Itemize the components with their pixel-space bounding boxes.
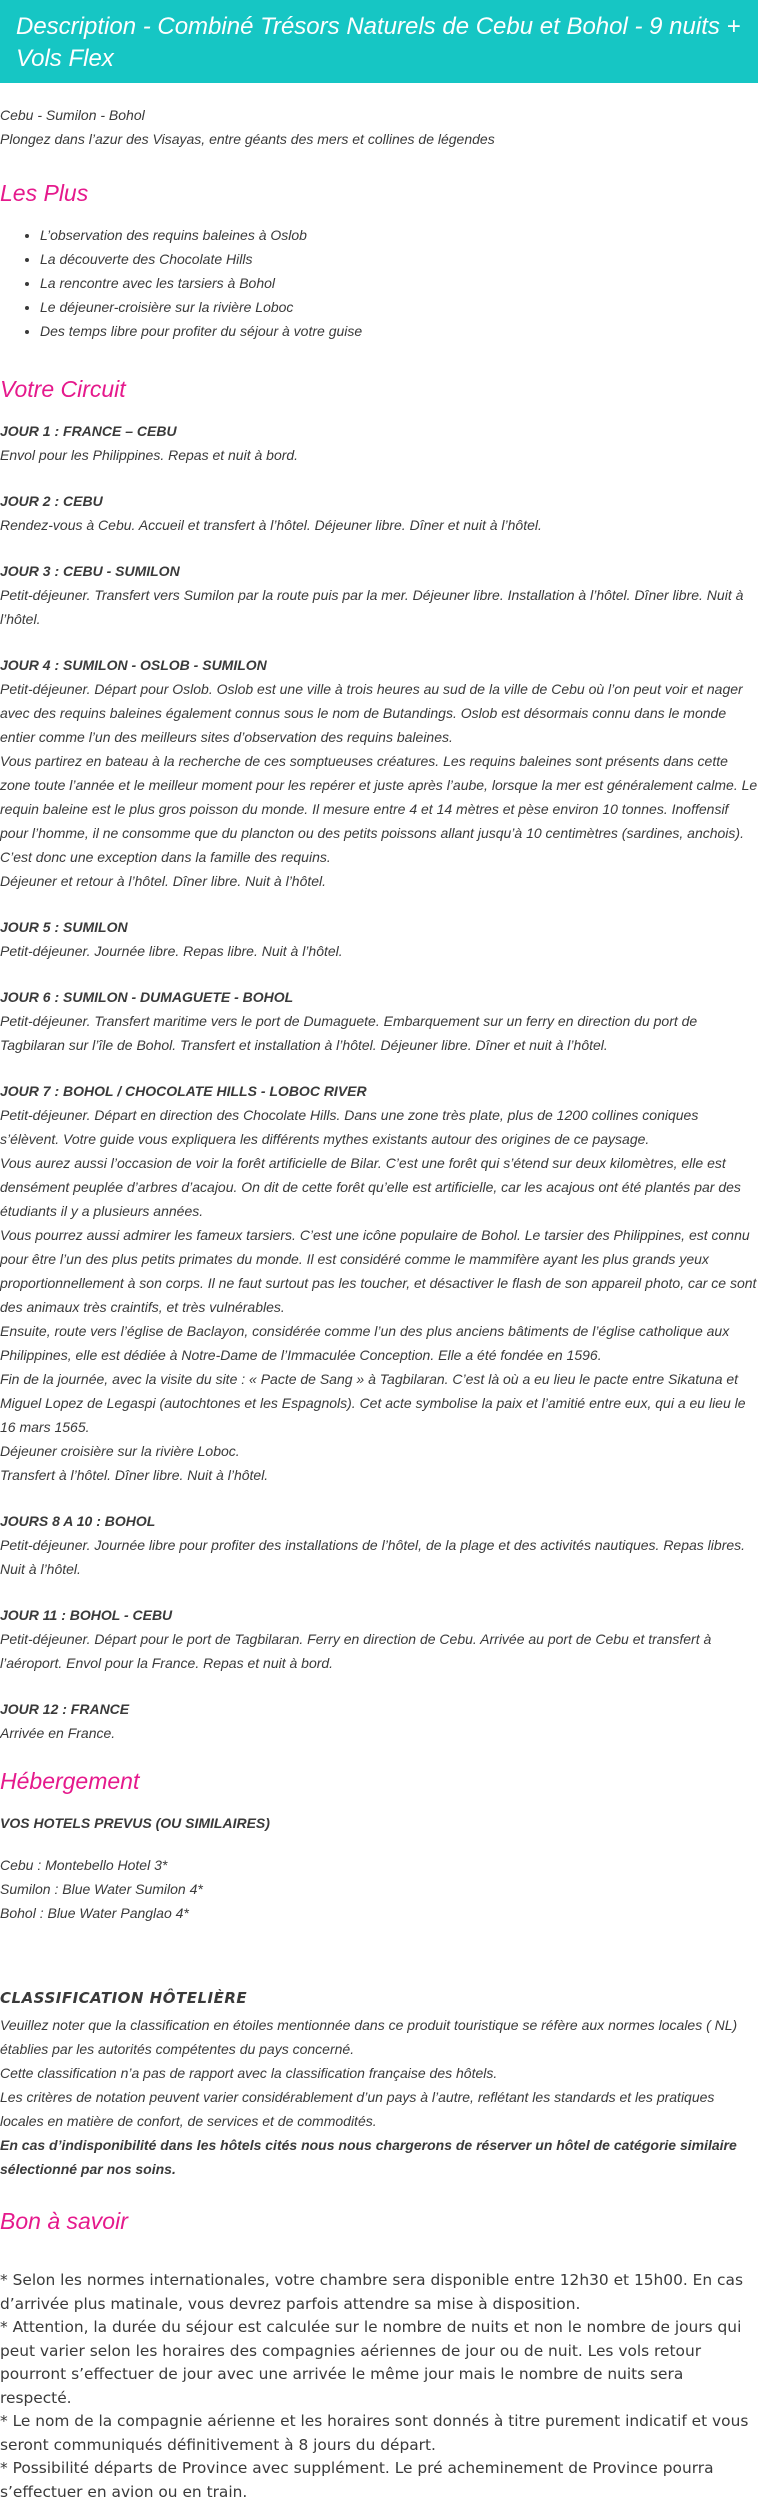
day-paragraph: Déjeuner et retour à l’hôtel. Dîner libre. Nuit à l’hôtel. bbox=[0, 873, 327, 889]
hotel-item: Cebu : Montebello Hotel 3* bbox=[0, 1857, 168, 1873]
list-item: • Des temps libre pour profiter du séjour à votre guise bbox=[40, 319, 758, 343]
classification-text bbox=[0, 2013, 758, 2181]
day-block bbox=[0, 1509, 758, 1581]
notice-item: * Attention, la durée du séjour est calculée sur le nombre de nuits et non le nombre de jours qui peut varier selon les horaires des compagnies aériennes de jour ou de nuit. Les vols retour pourront s’effectuer de jour avec une arrivée le même jour mais le nombre de nuits sera respecté. bbox=[0, 2318, 742, 2407]
day-text bbox=[0, 677, 758, 893]
hotel-item: Sumilon : Blue Water Sumilon 4* bbox=[0, 1881, 203, 1897]
day-paragraph: Vous aurez aussi l’occasion de voir la forêt artificielle de Bilar. C’est une forêt qui s’étend sur deux kilomètres, elle est densément peuplée d’arbres d’acajou. On dit de cette forêt qu’elle est artificielle, car les acajous ont été plantés par des étudiants il y a plusieurs années. bbox=[0, 1155, 741, 1219]
day-title: JOURS 8 A 10 : BOHOL bbox=[0, 1513, 156, 1529]
notice-item: * Le nom de la compagnie aérienne et les horaires sont donnés à titre purement indicatif et vous seront communiqués définitivement à 8 jours du départ. bbox=[0, 2412, 749, 2454]
day-paragraph: Envol pour les Philippines. Repas et nuit à bord. bbox=[0, 447, 299, 463]
section-title-hebergement: Hébergement bbox=[0, 1768, 140, 1794]
hotel-list bbox=[0, 1853, 758, 1925]
section-title-bon-a-savoir: Bon à savoir bbox=[0, 2208, 128, 2234]
day-title: JOUR 6 : SUMILON - DUMAGUETE - BOHOL bbox=[0, 989, 294, 1005]
classification-paragraph: Les critères de notation peuvent varier considérablement d’un pays à l’autre, reflétant les standards et les pratiques locales en matière de confort, de services et de commodités. bbox=[0, 2089, 715, 2129]
classification-title: CLASSIFICATION HÔTELIÈRE bbox=[0, 1989, 248, 2007]
classification-paragraph: Veuillez noter que la classification en étoiles mentionnée dans ce produit touristique se réfère aux normes locales ( NL) établies par les autorités compétentes du pays concerné. bbox=[0, 2017, 738, 2057]
day-block bbox=[0, 419, 758, 467]
day-text bbox=[0, 1721, 758, 1745]
day-block bbox=[0, 653, 758, 893]
bon-a-savoir-list bbox=[0, 2269, 758, 2504]
day-block bbox=[0, 1697, 758, 1745]
intro-route: Cebu - Sumilon - Bohol bbox=[0, 107, 145, 123]
list-item: • La découverte des Chocolate Hills bbox=[40, 247, 758, 271]
day-title: JOUR 3 : CEBU - SUMILON bbox=[0, 563, 180, 579]
day-block bbox=[0, 559, 758, 631]
day-title: JOUR 5 : SUMILON bbox=[0, 919, 128, 935]
day-title: JOUR 4 : SUMILON - OSLOB - SUMILON bbox=[0, 657, 267, 673]
day-paragraph: Petit-déjeuner. Départ en direction des Chocolate Hills. Dans une zone très plate, plus de 1200 collines coniques s’élèvent. Votre guide vous expliquera les différents mythes existants autour des origines de ce paysage. bbox=[0, 1107, 699, 1147]
page-title: Description - Combiné Trésors Naturels de Cebu et Bohol - 9 nuits + Vols Flex bbox=[0, 0, 758, 83]
day-block bbox=[0, 915, 758, 963]
day-block bbox=[0, 489, 758, 537]
day-paragraph: Transfert à l’hôtel. Dîner libre. Nuit à l’hôtel. bbox=[0, 1467, 269, 1483]
day-paragraph: Petit-déjeuner. Départ pour Oslob. Oslob est une ville à trois heures au sud de la ville de Cebu où l’on peut voir et nager avec des requins baleines également connus sous le nom de Butandings. Oslob est désormais connu dans le monde entier comme l’un des meilleurs sites d’observation des requins baleines. bbox=[0, 681, 743, 745]
classification-note: En cas d’indisponibilité dans les hôtels cités nous nous chargerons de réserver un hôtel de catégorie similaire sélectionné par nos soins. bbox=[0, 2137, 737, 2177]
notice-item: * Selon les normes internationales, votre chambre sera disponible entre 12h30 et 15h00. En cas d’arrivée plus matinale, vous devrez parfois attendre sa mise à disposition. bbox=[0, 2271, 743, 2313]
intro-tagline: Plongez dans l’azur des Visayas, entre géants des mers et collines de légendes bbox=[0, 131, 495, 147]
notice-item: * Possibilité départs de Province avec supplément. Le pré acheminement de Province pourra s’effectuer en avion ou en train. bbox=[0, 2459, 714, 2501]
day-paragraph: Vous partirez en bateau à la recherche de ces somptueuses créatures. Les requins baleines sont présents dans cette zone toute l’année et le meilleur moment pour les repérer et juste après l’aube, lorsque la mer est généralement calme. Le requin baleine est le plus gros poisson du monde. Il mesure entre 4 et 14 mètres et pèse environ 10 tonnes. Inoffensif pour l’homme, il ne consomme que du plancton ou des petits poissons allant jusqu’à 10 centimètres (sardines, anchois). C’est donc une exception dans la famille des requins. bbox=[0, 753, 758, 865]
day-paragraph: Petit-déjeuner. Départ pour le port de Tagbilaran. Ferry en direction de Cebu. Arrivée au port de Cebu et transfert à l’aéroport. Envol pour la France. Repas et nuit à bord. bbox=[0, 1631, 712, 1671]
itinerary bbox=[0, 419, 758, 1745]
day-paragraph: Arrivée en France. bbox=[0, 1725, 116, 1741]
day-paragraph: Petit-déjeuner. Journée libre pour profiter des installations de l’hôtel, de la plage et des activités nautiques. Repas libres. Nuit à l’hôtel. bbox=[0, 1537, 746, 1577]
hotels-subtitle: VOS HOTELS PREVUS (OU SIMILAIRES) bbox=[0, 1815, 270, 1831]
day-block bbox=[0, 1079, 758, 1487]
hotel-item: Bohol : Blue Water Panglao 4* bbox=[0, 1905, 189, 1921]
day-text bbox=[0, 939, 758, 963]
list-item: • La rencontre avec les tarsiers à Bohol bbox=[40, 271, 758, 295]
day-title: JOUR 11 : BOHOL - CEBU bbox=[0, 1607, 173, 1623]
day-paragraph: Ensuite, route vers l’église de Baclayon, considérée comme l’un des plus anciens bâtiments de l’église catholique aux Philippines, elle est dédiée à Notre-Dame de l’Immaculée Conception. Elle a été fondée en 1596. bbox=[0, 1323, 730, 1363]
plus-list bbox=[0, 223, 758, 343]
day-text bbox=[0, 1009, 758, 1057]
day-paragraph: Petit-déjeuner. Transfert vers Sumilon par la route puis par la mer. Déjeuner libre. Installation à l’hôtel. Dîner libre. Nuit à l’hôtel. bbox=[0, 587, 744, 627]
day-text bbox=[0, 1533, 758, 1581]
day-title: JOUR 7 : BOHOL / CHOCOLATE HILLS - LOBOC RIVER bbox=[0, 1083, 367, 1099]
day-text bbox=[0, 513, 758, 537]
section-title-circuit: Votre Circuit bbox=[0, 376, 126, 402]
day-title: JOUR 2 : CEBU bbox=[0, 493, 103, 509]
day-paragraph: Petit-déjeuner. Journée libre. Repas libre. Nuit à l’hôtel. bbox=[0, 943, 343, 959]
day-paragraph: Petit-déjeuner. Transfert maritime vers le port de Dumaguete. Embarquement sur un ferry en direction du port de Tagbilaran sur l’île de Bohol. Transfert et installation à l’hôtel. Déjeuner libre. Dîner et nuit à l’hôtel. bbox=[0, 1013, 698, 1053]
section-title-plus: Les Plus bbox=[0, 180, 89, 206]
day-text bbox=[0, 443, 758, 467]
day-title: JOUR 1 : FRANCE – CEBU bbox=[0, 423, 177, 439]
day-paragraph: Fin de la journée, avec la visite du site : « Pacte de Sang » à Tagbilaran. C’est là où a eu lieu le pacte entre Sikatuna et Miguel Lopez de Legaspi (autochtones et les Espagnols). Cet acte symbolise la paix et l’amitié entre eux, qui a eu lieu le 16 mars 1565. bbox=[0, 1371, 746, 1435]
day-paragraph: Vous pourrez aussi admirer les fameux tarsiers. C’est une icône populaire de Bohol. Le tarsier des Philippines, est connu pour être l’un des plus petits primates du monde. Il est considéré comme le mammifère ayant les plus grands yeux proportionnellement à son corps. Il ne faut surtout pas les toucher, et désactiver le flash de son appareil photo, car ce sont des animaux très craintifs, et très vulnérables. bbox=[0, 1227, 757, 1315]
day-paragraph: Rendez-vous à Cebu. Accueil et transfert à l’hôtel. Déjeuner libre. Dîner et nuit à l’hôtel. bbox=[0, 517, 542, 533]
day-block bbox=[0, 1603, 758, 1675]
day-block bbox=[0, 985, 758, 1057]
day-text bbox=[0, 1103, 758, 1487]
list-item: • Le déjeuner-croisière sur la rivière Loboc bbox=[40, 295, 758, 319]
intro bbox=[0, 103, 758, 151]
classification-paragraph: Cette classification n’a pas de rapport avec la classification française des hôtels. bbox=[0, 2065, 498, 2081]
day-title: JOUR 12 : FRANCE bbox=[0, 1701, 130, 1717]
day-paragraph: Déjeuner croisière sur la rivière Loboc. bbox=[0, 1443, 240, 1459]
day-text bbox=[0, 1627, 758, 1675]
list-item: • L’observation des requins baleines à Oslob bbox=[40, 223, 758, 247]
day-text bbox=[0, 583, 758, 631]
